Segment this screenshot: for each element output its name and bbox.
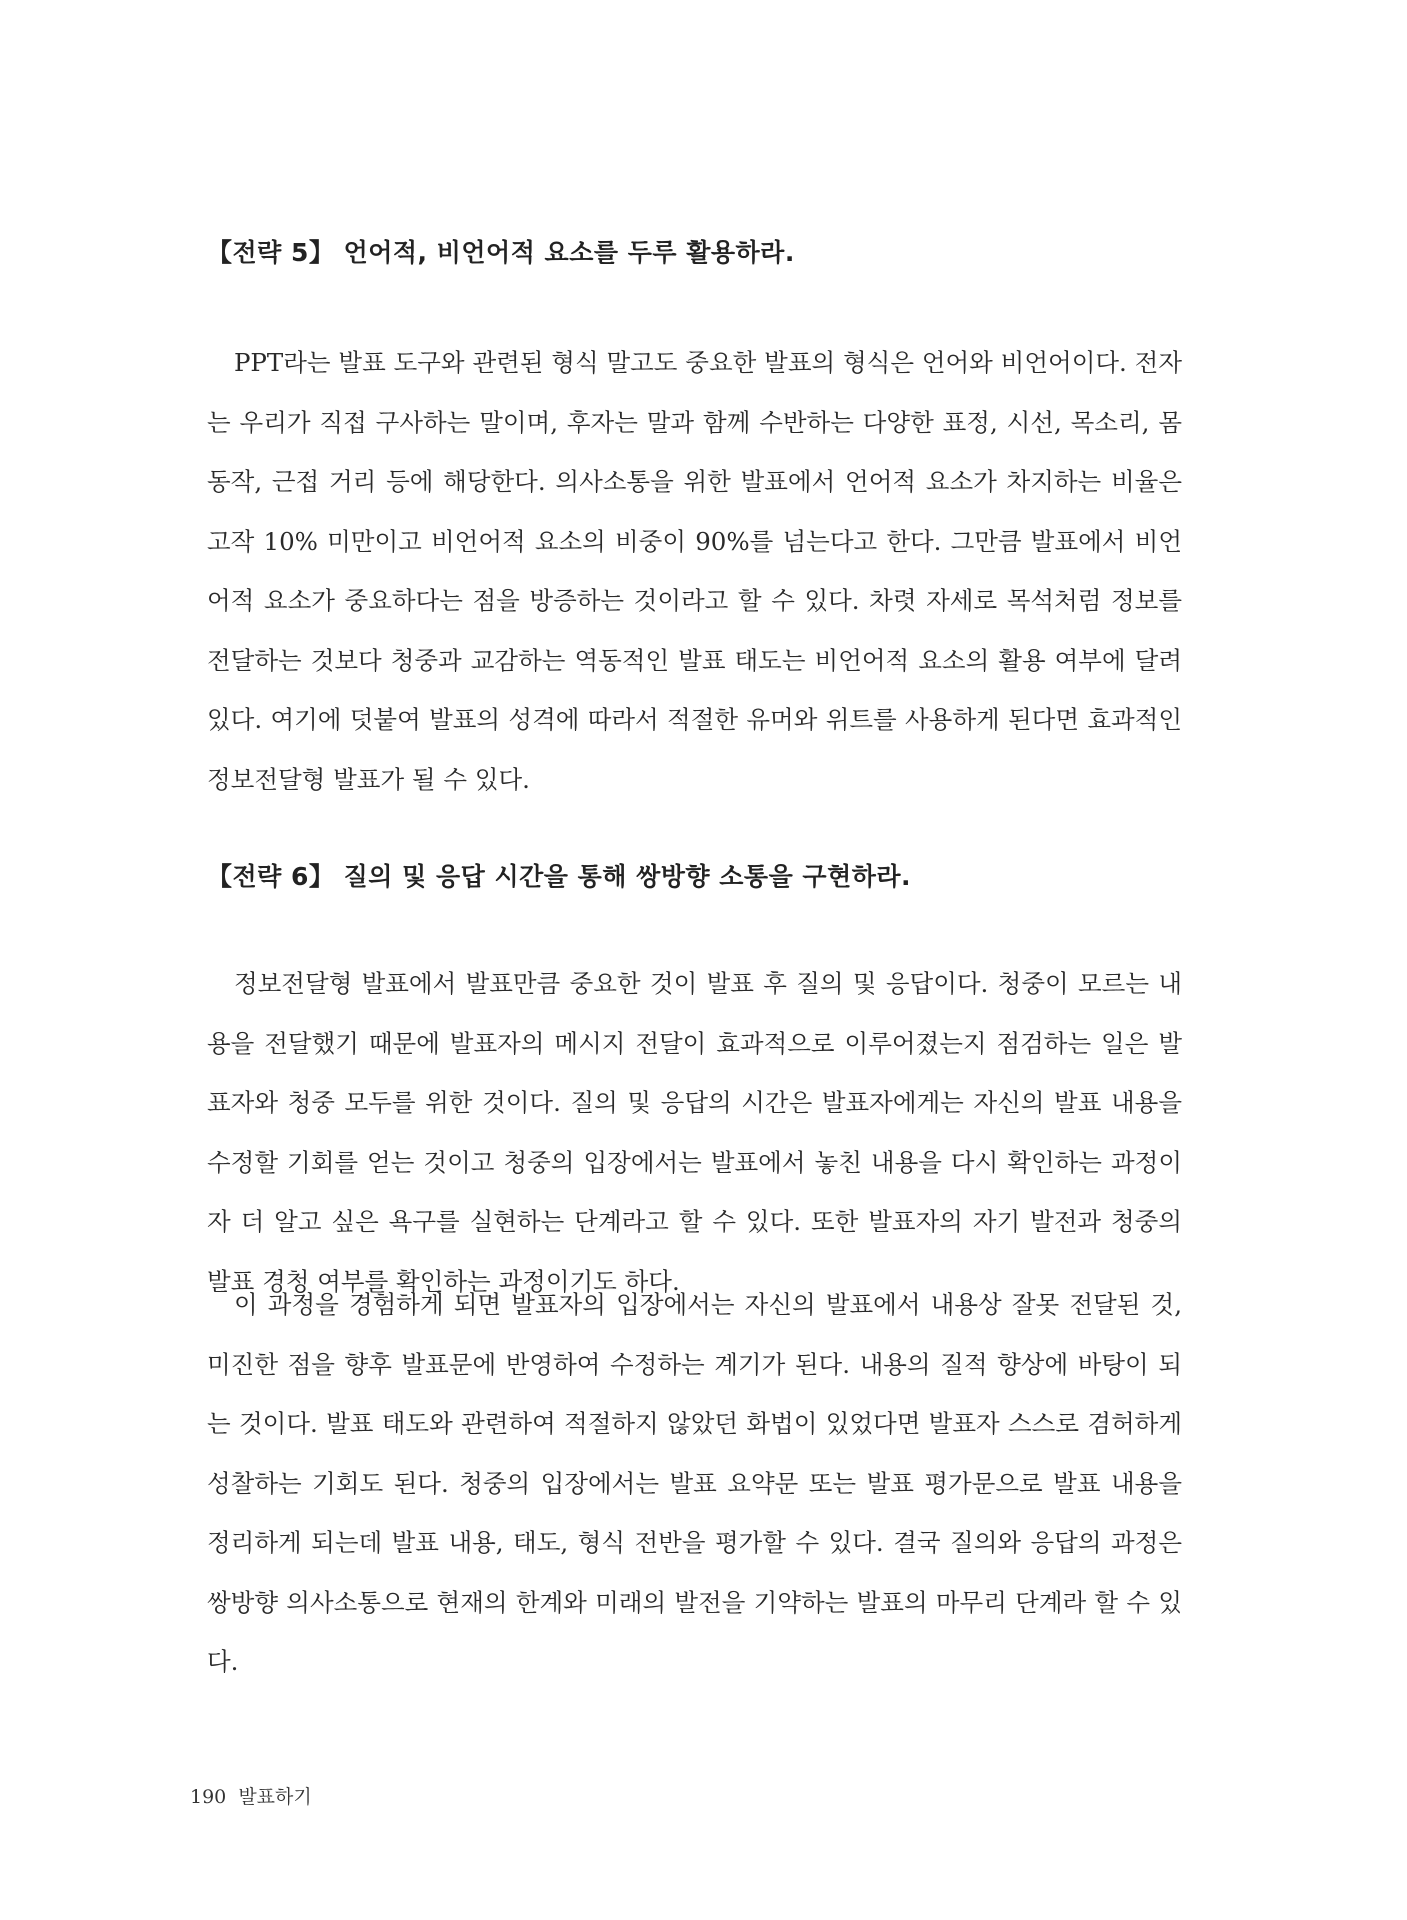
strategy-5-paragraph: PPT라는 발표 도구와 관련된 형식 말고도 중요한 발표의 형식은 언어와 비언어이다. 전자는 우리가 직접 구사하는 말이며, 후자는 말과 함께 수반하는 다양한 표정, 시선, 목소리, 몸동작, 근접 거리 등에 해당한다. 의사소통을 위한 발표에서 언어적 요소가 차지하는 비율은 고작 10% 미만이고 비언어적 요소의 비중이 90%를 넘는다고 한다. 그만큼 발표에서 비언어적 요소가 중요하다는 점을 방증하는 것이라고 할 수 있다. 차렷 자세로 목석처럼 정보를 전달하는 것보다 청중과 교감하는 역동적인 발표 태도는 비언어적 요소의 활용 여부에 달려 있다. 여기에 덧붙여 발표의 성격에 따라서 적절한 유머와 위트를 사용하게 된다면 효과적인 정보전달형 발표가 될 수 있다. bbox=[207, 348, 1182, 794]
page-footer bbox=[190, 1782, 312, 1809]
footer-section-title: 발표하기 bbox=[238, 1786, 312, 1808]
strategy-6-paragraph-2: 이 과정을 경험하게 되면 발표자의 입장에서는 자신의 발표에서 내용상 잘못 전달된 것, 미진한 점을 향후 발표문에 반영하여 수정하는 계기가 된다. 내용의 질적 향상에 바탕이 되는 것이다. 발표 태도와 관련하여 적절하지 않았던 화법이 있었다면 발표자 스스로 겸허하게 성찰하는 기회도 된다. 청중의 입장에서는 발표 요약문 또는 발표 평가문으로 발표 내용을 정리하게 되는데 발표 내용, 태도, 형식 전반을 평가할 수 있다. 결국 질의와 응답의 과정은 쌍방향 의사소통으로 현재의 한계와 미래의 발전을 기약하는 발표의 마무리 단계라 할 수 있다. bbox=[207, 1290, 1182, 1676]
strategy-5-heading: 【전략 5】 언어적, 비언어적 요소를 두루 활용하라. bbox=[207, 238, 795, 267]
strategy-6-heading: 【전략 6】 질의 및 응답 시간을 통해 쌍방향 소통을 구현하라. bbox=[207, 862, 912, 891]
strategy-6-paragraph-1: 정보전달형 발표에서 발표만큼 중요한 것이 발표 후 질의 및 응답이다. 청중이 모르는 내용을 전달했기 때문에 발표자의 메시지 전달이 효과적으로 이루어졌는지 점검하는 일은 발표자와 청중 모두를 위한 것이다. 질의 및 응답의 시간은 발표자에게는 자신의 발표 내용을 수정할 기회를 얻는 것이고 청중의 입장에서는 발표에서 놓친 내용을 다시 확인하는 과정이자 더 알고 싶은 욕구를 실현하는 단계라고 할 수 있다. 또한 발표자의 자기 발전과 청중의 발표 경청 여부를 확인하는 과정이기도 하다. bbox=[207, 969, 1182, 1296]
page-number: 190 bbox=[190, 1786, 227, 1808]
